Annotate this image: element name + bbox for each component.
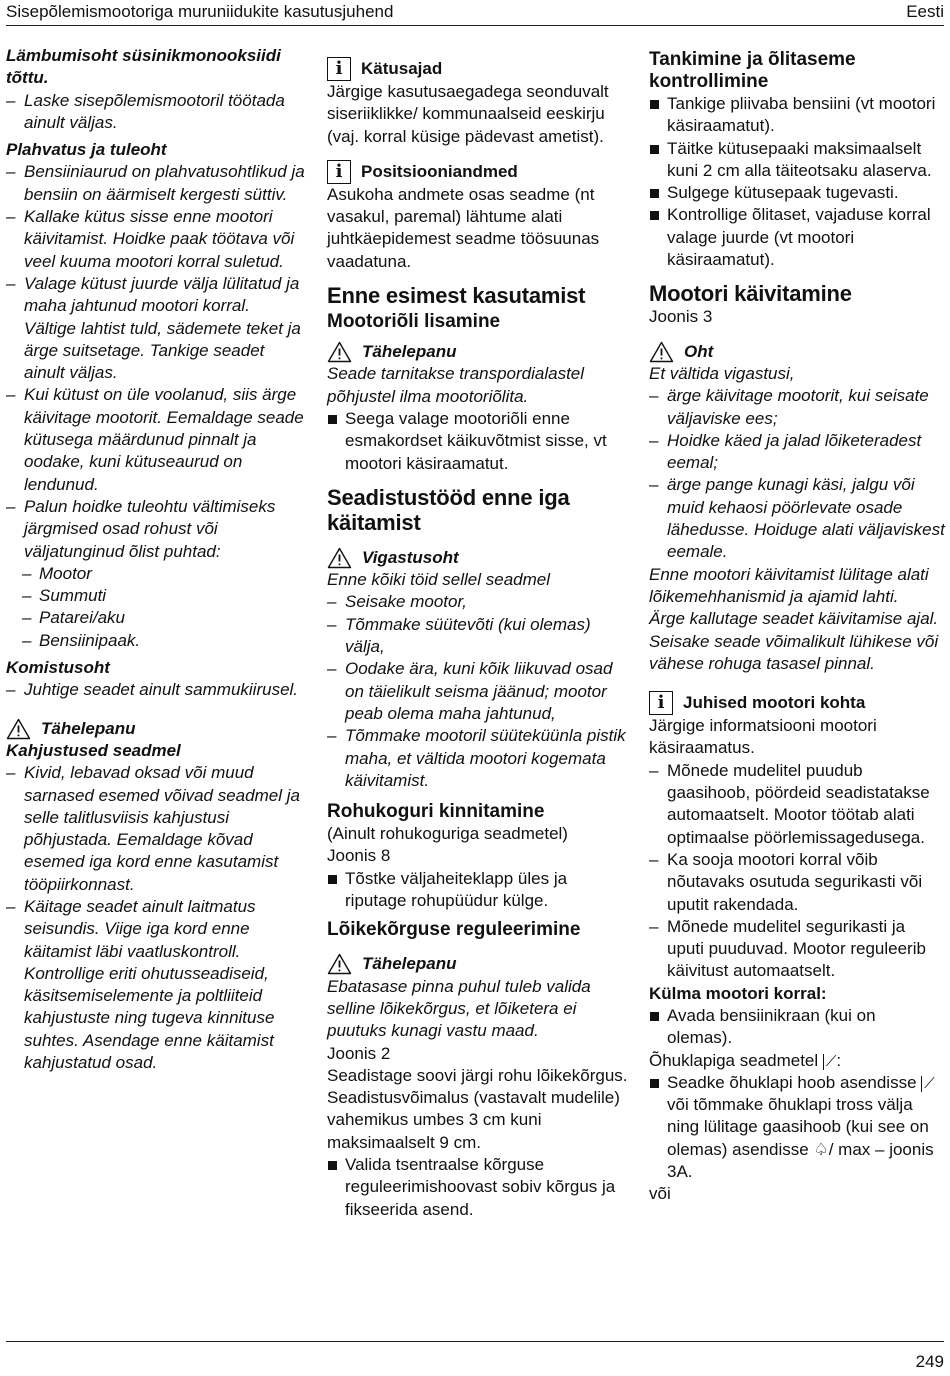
bullet-item: Sulgege kütusepaak tugevasti. bbox=[649, 182, 945, 204]
figure-ref: Joonis 8 bbox=[327, 846, 391, 866]
paragraph: (Ainult rohukoguriga seadmetel) bbox=[327, 824, 568, 844]
list-item: – Kivid, lebavad oksad või muud sarnased esemed võivad seadmel ja selle talitlusviisis kahjustusi põhjustada. Eemaldage kõvad esemed iga kord enne kasutamist tööpiirkonnast. bbox=[6, 762, 306, 896]
list-item: – Mõnede mudelitel segurikasti ja uputi puuduvad. Mootor reguleerib käivitust automaatselt. bbox=[649, 916, 945, 983]
list-item: – Tõmmake mootoril süüteküünla pistik maha, et vältida mootori kogemata käivitamist. bbox=[327, 725, 632, 792]
notice-title bbox=[6, 718, 306, 740]
heading-tripping-hazard: Komistusoht bbox=[6, 658, 110, 678]
paragraph: Seadistusvõimalus (vastavalt mudelile) vahemikus umbes 3 cm kuni maksimaalselt 9 cm. bbox=[327, 1088, 620, 1152]
heading-cut-height: Lõikekõrguse reguleerimine bbox=[327, 919, 581, 941]
column-3 bbox=[649, 45, 945, 1206]
info-block-times bbox=[327, 57, 632, 148]
notice-text: Enne mootori käivitamist lülitage alati lõikemehhanismid ja ajamid lahti. bbox=[649, 564, 929, 606]
document-title: Sisepõlemismootoriga muruniidukite kasutusjuhend bbox=[6, 2, 394, 21]
list-item: – Mõnede mudelitel puudub gaasihoob, pöördeid seadistatakse automaatselt. Mootor töötab alati optimaalse pöörlemissagedusega. bbox=[649, 760, 945, 849]
list-item: – Hoidke käed ja jalad lõiketeradest eemal; bbox=[649, 430, 945, 475]
info-icon: i bbox=[327, 57, 351, 81]
heading-cold-engine: Külma mootori korral: bbox=[649, 983, 827, 1003]
bullet-item bbox=[649, 1072, 945, 1183]
choke-label: Õhuklapiga seadmetel bbox=[649, 1050, 819, 1070]
list-item: – Valage kütust juurde välja lülitatud ja maha jahtunud mootori korral. Vältige lahtist tuld, sädemete teket ja ärge suitsetage. Tankige seadet ainult väljas. bbox=[6, 273, 306, 384]
list-item: – Oodake ära, kuni kõik liikuvad osad on täielikult seisma jäänud; mootor peab olema maha jahtunud, bbox=[327, 658, 632, 725]
info-title bbox=[649, 691, 945, 715]
info-label: Kätusajad bbox=[361, 58, 443, 78]
warning-triangle-icon bbox=[327, 341, 352, 363]
bullet-item: Tankige pliivaba bensiini (vt mootori käsiraamatut). bbox=[649, 93, 945, 138]
page-header bbox=[6, 0, 944, 26]
notice-text: Seade tarnitakse transpordialastel põhjustel ilma mootoriõlita. bbox=[327, 364, 585, 406]
heading-fuel-oil: Tankimine ja õlitaseme kontrollimine bbox=[649, 49, 856, 92]
injury-block bbox=[327, 547, 632, 792]
info-block-position bbox=[327, 160, 632, 273]
notice-text: Et vältida vigastusi, bbox=[649, 363, 795, 383]
heading-setup: Seadistustööd enne iga käitamist bbox=[327, 484, 570, 535]
choke-symbol-icon: ⟋ bbox=[823, 1054, 837, 1070]
danger-block bbox=[649, 341, 945, 675]
choke-text-a: Seadke õhuklapi hoob asendisse bbox=[667, 1072, 917, 1092]
choke-text-c: / max – joonis 3A. bbox=[667, 1139, 934, 1182]
heading-first-use: Enne esimest kasutamist bbox=[327, 283, 586, 309]
info-icon: i bbox=[649, 691, 673, 715]
sub-list-item: – Bensiinipaak. bbox=[6, 630, 306, 652]
list-item: – Laske sisepõlemismootoril töötada ainult väljas. bbox=[6, 90, 306, 135]
bullet-item: Tõstke väljaheiteklapp üles ja riputage rohupüüdur külge. bbox=[327, 868, 632, 913]
info-title bbox=[327, 160, 632, 184]
list-item: – Bensiiniaurud on plahvatusohtlikud ja bensiin on äärmiselt kergesti süttiv. bbox=[6, 161, 306, 206]
heading-grass-catcher: Rohukoguri kinnitamine bbox=[327, 801, 545, 823]
paragraph: Õhuklapiga seadmetel ⟋: bbox=[649, 1050, 842, 1070]
notice-label: Tähelepanu bbox=[362, 954, 457, 974]
heading-explosion-fire: Plahvatus ja tuleoht bbox=[6, 140, 167, 160]
warning-triangle-icon bbox=[327, 547, 352, 569]
choke-text-b: või tõmmake õhuklapi tross välja ning lülitage gaasihoob (kui see on olemas) asendisse bbox=[667, 1095, 929, 1159]
info-icon: i bbox=[327, 160, 351, 184]
figure-ref: Joonis 2 bbox=[327, 1043, 391, 1063]
notice-block bbox=[327, 953, 632, 1042]
sub-list-item: – Patarei/aku bbox=[6, 607, 306, 629]
notice-title bbox=[327, 341, 632, 363]
list-item: – Tõmmake süütevõti (kui olemas) välja, bbox=[327, 614, 632, 659]
notice-label: Tähelepanu bbox=[41, 718, 136, 738]
heading-add-oil: Mootoriõli lisamine bbox=[327, 311, 501, 333]
heading-carbon-monoxide: Lämbumisoht süsinikmonooksiidi tõttu. bbox=[6, 46, 281, 88]
paragraph: või bbox=[649, 1184, 671, 1204]
choke-symbol-icon: ⟋ bbox=[921, 1076, 935, 1092]
sub-list-item: – Mootor bbox=[6, 563, 306, 585]
heading-start-engine: Mootori käivitamine bbox=[649, 281, 852, 307]
sub-list-item: – Summuti bbox=[6, 585, 306, 607]
info-text: Järgige kasutusaegadega seonduvalt siseriiklikke/ kommunaalseid eeskirju (vaj. korral küsige pädevast ametist). bbox=[327, 82, 609, 146]
list-item: – Juhtige seadet ainult sammukiirusel. bbox=[6, 679, 306, 701]
notice-label: Oht bbox=[684, 341, 714, 361]
column-2 bbox=[327, 45, 632, 1221]
heading-damage: Kahjustused seadmel bbox=[6, 740, 181, 760]
page-number: 249 bbox=[915, 1352, 944, 1371]
notice-title bbox=[327, 547, 632, 569]
warning-triangle-icon bbox=[6, 718, 31, 740]
rabbit-icon: ♤ bbox=[813, 1139, 829, 1159]
warning-triangle-icon bbox=[649, 341, 674, 363]
bullet-item: Täitke kütusepaaki maksimaalselt kuni 2 cm alla täiteotsaku alaserva. bbox=[649, 138, 945, 183]
paragraph: Seadistage soovi järgi rohu lõikekõrgus. bbox=[327, 1065, 628, 1085]
list-item: – Kui kütust on üle voolanud, siis ärge käivitage mootorit. Eemaldage seade kütusega määrdunud pinnalt ja oodake, kuni kütuseaurud on lendunud. bbox=[6, 384, 306, 495]
list-item: – Palun hoidke tuleohtu vältimiseks järgmised osad rohust või väljatunginud õlist puhtad: bbox=[6, 496, 306, 563]
notice-title bbox=[327, 953, 632, 975]
language-label: Eesti bbox=[906, 2, 944, 21]
bullet-item: Avada bensiinikraan (kui on olemas). bbox=[649, 1005, 945, 1050]
bullet-item: Kontrollige õlitaset, vajaduse korral valage juurde (vt mootori käsiraamatut). bbox=[649, 204, 945, 271]
bullet-item: Valida tsentraalse kõrguse reguleerimishoovast sobiv kõrgus ja fikseerida asend. bbox=[327, 1154, 632, 1221]
info-text: Järgige informatsiooni mootori käsiraamatus. bbox=[649, 716, 877, 758]
info-label: Juhised mootori kohta bbox=[683, 692, 866, 712]
warning-triangle-icon bbox=[327, 953, 352, 975]
list-item: – Kallake kütus sisse enne mootori käivitamist. Hoidke paak töötava või veel kuuma mootori korral suletud. bbox=[6, 206, 306, 273]
figure-ref: Joonis 3 bbox=[649, 307, 713, 327]
notice-text: Ärge kallutage seadet käivitamise ajal. Seisake seade võimalikult lühikese või vähese rohuga tasasel pinnal. bbox=[649, 609, 939, 673]
bullet-item: Seega valage mootoriõli enne esmakordset käikuvõtmist sisse, vt mootori käsiraamatut. bbox=[327, 408, 632, 475]
notice-title bbox=[649, 341, 945, 363]
info-label: Positsiooniandmed bbox=[361, 161, 518, 181]
info-text: Asukoha andmete osas seadme (nt vasakul, paremal) lähtume alati juhtkäepidemest seadme töösuunas vaadatuna. bbox=[327, 184, 600, 271]
notice-text: Ebatasase pinna puhul tuleb valida selline lõikekõrgus, et lõiketera ei puutuks kunagi vastu maad. bbox=[327, 976, 591, 1041]
list-item: – Ka sooja mootori korral võib nõutavaks osutuda segurikasti või uputit rakendada. bbox=[649, 849, 945, 916]
page-footer bbox=[6, 1341, 944, 1371]
notice-label: Tähelepanu bbox=[362, 342, 457, 362]
list-item: – Käitage seadet ainult laitmatus seisundis. Viige iga kord enne käitamist läbi vaatluskontroll. Kontrollige eriti ohutusseadiseid, käsitsemiselemente ja poltliiteid kahjustuste ning tugeva kinnituse suhtes. Asendage enne käitamist kahjustatud osad. bbox=[6, 896, 306, 1074]
notice-block bbox=[327, 341, 632, 408]
list-item: – ärge käivitage mootorit, kui seisate väljaviske ees; bbox=[649, 385, 945, 430]
notice-block bbox=[6, 718, 306, 1075]
notice-text: Enne kõiki töid sellel seadmel bbox=[327, 570, 551, 590]
info-title bbox=[327, 57, 632, 81]
list-item: – Seisake mootor, bbox=[327, 591, 632, 613]
notice-label: Vigastusoht bbox=[362, 547, 459, 567]
list-item: – ärge pange kunagi käsi, jalgu või muid kehaosi pöörlevate osade lähedusse. Hoiduge alati väljaviskest eemale. bbox=[649, 474, 945, 563]
info-block-engine bbox=[649, 691, 945, 983]
column-1 bbox=[6, 45, 306, 1074]
